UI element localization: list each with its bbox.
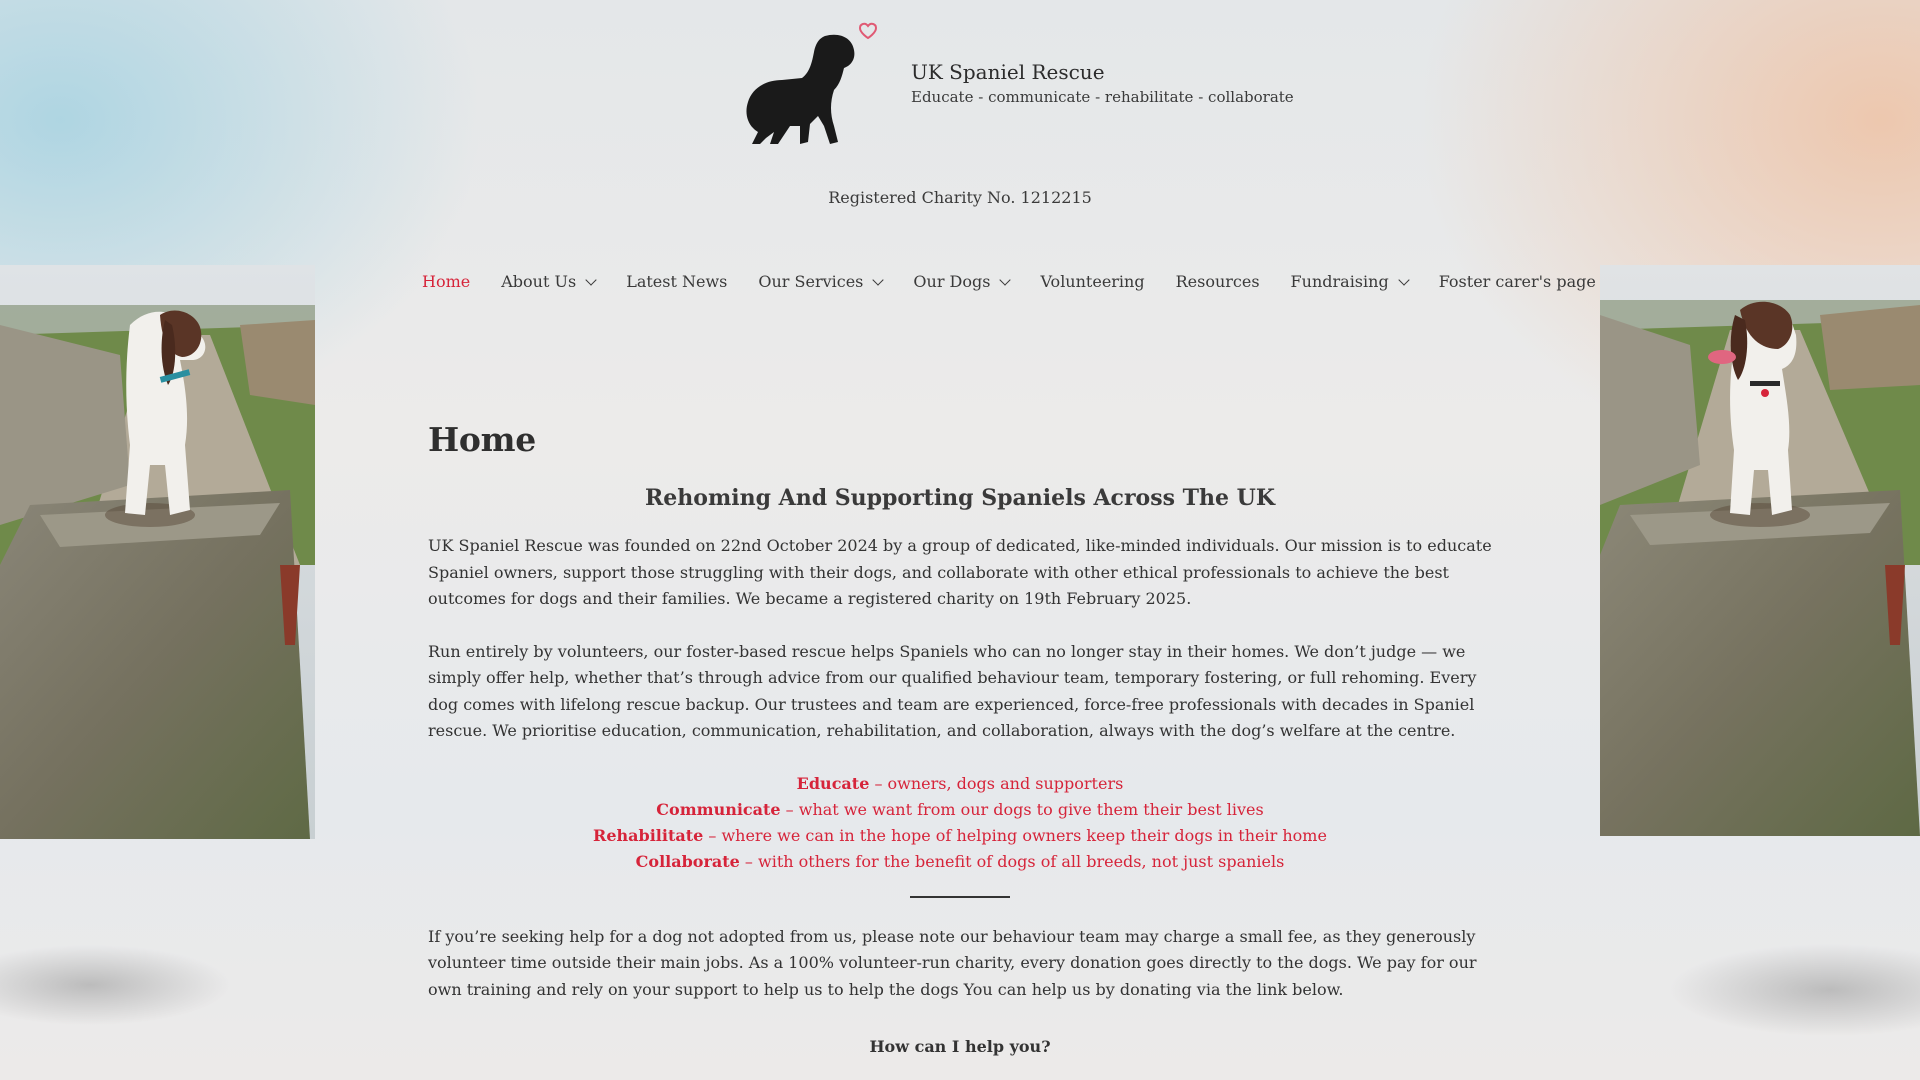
- value-term: Rehabilitate: [593, 826, 704, 846]
- value-row-rehabilitate: [428, 823, 1492, 849]
- page-subheading: Rehoming And Supporting Spaniels Across The UK: [645, 485, 1275, 511]
- nav-item-about-us[interactable]: [501, 272, 595, 291]
- nav-item-resources[interactable]: [1176, 272, 1260, 291]
- nav-item-label: Home: [422, 272, 471, 291]
- value-term: Collaborate: [635, 852, 740, 872]
- nav-item-label: Fundraising: [1290, 272, 1389, 291]
- site-logo[interactable]: [730, 14, 880, 149]
- nav-item-fundraising[interactable]: [1291, 272, 1408, 291]
- nav-item-foster-carers-page[interactable]: [1439, 272, 1596, 291]
- charity-number: Registered Charity No. 1212215: [828, 188, 1092, 207]
- intro-paragraph: UK Spaniel Rescue was founded on 22nd October 2024 by a group of dedicated, like-minded individuals. Our mission is to educate Spaniel owners, support those struggling with their dogs, and collaborate with other ethical professionals to achieve the best outcomes for dogs and their families. We became a registered charity on 19th February 2025.: [428, 536, 1492, 608]
- nav-item-label: Our Dogs: [913, 272, 991, 291]
- main-content: [428, 420, 1492, 1056]
- site-tagline: Educate - communicate - rehabilitate - collaborate: [911, 88, 1294, 106]
- nav-item-our-services[interactable]: [758, 272, 882, 291]
- separator: [910, 896, 1010, 898]
- nav-item-label: Latest News: [626, 272, 728, 291]
- nav-item-home[interactable]: [422, 272, 470, 291]
- value-row-communicate: [428, 797, 1492, 823]
- value-text: – with others for the benefit of dogs of all breeds, not just spaniels: [739, 852, 1285, 872]
- value-row-collaborate: [428, 849, 1492, 875]
- nav-item-latest-news[interactable]: [626, 272, 727, 291]
- donation-paragraph: If you’re seeking help for a dog not adopted from us, please note our behaviour team may charge a small fee, as they generously volunteer time outside their main jobs. As a 100% volunteer-run charity, every donation goes directly to the dogs. We pay for our own training and rely on your support to help us to help the dogs You can help us by donating via the link below.: [428, 926, 1477, 999]
- mission-paragraph: Run entirely by volunteers, our foster-based rescue helps Spaniels who can no longer stay in their homes. We don’t judge — we simply offer help, whether that’s through advice from our qualified behaviour team, temporary fostering, or full rehoming. Every dog comes with lifelong rescue backup. Our trustees and team are experienced, force-free professionals with decades in Spaniel rescue. We prioritise education, communication, rehabilitation, and collaboration, always with the dog’s welfare at the centre.: [428, 641, 1477, 740]
- chevron-down-icon[interactable]: [1398, 274, 1409, 285]
- nav-item-volunteering[interactable]: [1040, 272, 1144, 291]
- left-dog-photo: [0, 265, 315, 839]
- page-title: Home: [428, 420, 536, 459]
- values-list: [428, 771, 1492, 876]
- help-heading: How can I help you?: [869, 1037, 1051, 1057]
- value-term: Communicate: [656, 799, 781, 819]
- value-text: – owners, dogs and supporters: [869, 773, 1124, 793]
- dog-silhouette-icon: [746, 35, 854, 144]
- nav-item-label: Our Services: [758, 272, 864, 291]
- site-title[interactable]: UK Spaniel Rescue: [911, 60, 1105, 84]
- chevron-down-icon[interactable]: [1000, 274, 1011, 285]
- value-text: – what we want from our dogs to give them their best lives: [780, 799, 1264, 819]
- nav-item-label: Foster carer's page: [1438, 272, 1596, 291]
- chevron-down-icon[interactable]: [873, 274, 884, 285]
- value-text: – where we can in the hope of helping owners keep their dogs in their home: [703, 826, 1327, 846]
- value-term: Educate: [796, 773, 870, 793]
- chevron-down-icon[interactable]: [586, 274, 597, 285]
- nav-item-our-dogs[interactable]: [913, 272, 1009, 291]
- heart-icon: [860, 24, 876, 38]
- value-row-educate: [428, 771, 1492, 797]
- right-dog-photo: [1600, 265, 1920, 836]
- nav-item-label: Resources: [1175, 272, 1260, 291]
- nav-item-label: About Us: [501, 272, 577, 291]
- nav-item-label: Volunteering: [1040, 272, 1145, 291]
